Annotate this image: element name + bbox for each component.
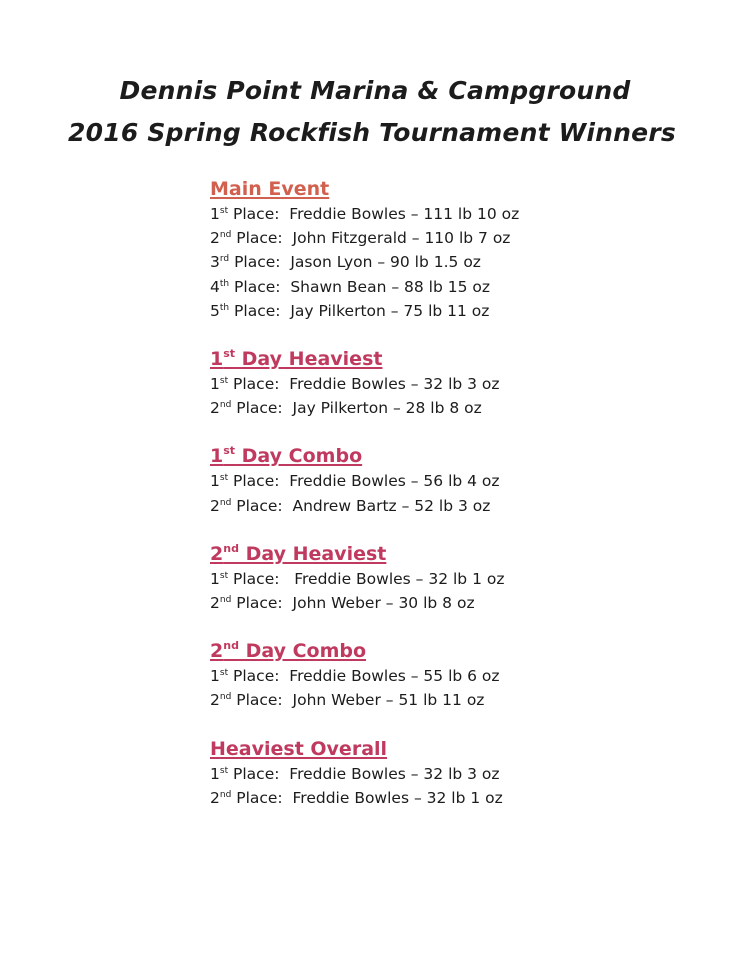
place-entry [210, 372, 710, 396]
place-ordinal: th [219, 302, 230, 313]
section-heading-text: 2 [210, 542, 224, 565]
section-heading-ordinal: nd [223, 541, 239, 555]
award-section [210, 736, 710, 810]
winners-list [210, 176, 710, 810]
place-entry [210, 591, 710, 615]
section-heading-text: Heaviest Overall [210, 737, 388, 760]
place-result: Place: Freddie Bowles – 56 lb 4 oz [228, 472, 500, 491]
place-ordinal: nd [219, 497, 232, 508]
place-ordinal: nd [219, 595, 232, 606]
section-spacer [210, 323, 710, 346]
place-entry [210, 664, 710, 688]
place-ordinal: nd [219, 789, 232, 800]
section-heading-text: 2 [210, 640, 224, 663]
place-result: Place: Andrew Bartz – 52 lb 3 oz [231, 496, 491, 515]
document-title [0, 70, 744, 154]
award-section [210, 176, 710, 323]
place-result: Place: Freddie Bowles – 111 lb 10 oz [228, 205, 520, 223]
place-entry [210, 250, 710, 274]
place-ordinal: nd [219, 400, 232, 411]
place-result: Place: Freddie Bowles – 32 lb 3 oz [228, 375, 500, 394]
section-heading [210, 736, 710, 762]
place-entry [210, 688, 710, 712]
place-result: Place: Jay Pilkerton – 75 lb 11 oz [229, 301, 490, 320]
place-number: 1 [210, 667, 220, 686]
award-section [210, 638, 710, 712]
place-result: Place: John Fitzgerald – 110 lb 7 oz [231, 229, 511, 248]
place-number: 1 [210, 205, 220, 223]
place-entry [210, 494, 710, 518]
section-heading-ordinal: nd [223, 639, 239, 653]
section-heading-suffix: Day Heaviest [235, 348, 383, 371]
section-spacer [210, 713, 710, 736]
place-number: 1 [210, 472, 220, 491]
place-number: 1 [210, 764, 220, 783]
award-section [210, 346, 710, 420]
award-section [210, 541, 710, 615]
place-ordinal: st [219, 473, 229, 484]
section-heading-suffix: Day Combo [238, 640, 367, 663]
place-entry [210, 299, 710, 323]
section-heading-text: 1 [210, 348, 224, 371]
place-entry [210, 275, 710, 299]
place-result: Place: John Weber – 30 lb 8 oz [231, 594, 475, 613]
place-entry [210, 226, 710, 250]
place-number: 1 [210, 569, 220, 588]
place-result: Place: Shawn Bean – 88 lb 15 oz [229, 277, 490, 296]
place-ordinal: th [219, 278, 230, 289]
place-ordinal: st [219, 206, 229, 216]
place-number: 5 [210, 301, 220, 320]
place-number: 3 [210, 253, 220, 272]
place-result: Place: Freddie Bowles – 32 lb 3 oz [228, 764, 500, 783]
place-number: 1 [210, 375, 220, 394]
section-heading [210, 541, 710, 567]
place-entry [210, 396, 710, 420]
place-number: 4 [210, 277, 220, 296]
section-heading-text: 1 [210, 445, 224, 468]
place-result: Place: Jason Lyon – 90 lb 1.5 oz [229, 253, 481, 272]
section-heading [210, 346, 710, 372]
place-ordinal: st [219, 570, 229, 581]
award-section [210, 443, 710, 517]
place-number: 2 [210, 594, 220, 613]
place-ordinal: nd [219, 692, 232, 703]
place-ordinal: st [219, 765, 229, 776]
place-entry [210, 567, 710, 591]
title-line-1: Dennis Point Marina & Campground [119, 76, 631, 105]
section-spacer [210, 518, 710, 541]
section-heading-ordinal: st [223, 444, 236, 458]
section-heading [210, 443, 710, 469]
section-heading-ordinal: st [223, 347, 236, 361]
section-heading [210, 638, 710, 664]
place-number: 2 [210, 399, 220, 418]
place-result: Place: Jay Pilkerton – 28 lb 8 oz [231, 399, 482, 418]
place-number: 2 [210, 229, 220, 248]
place-result: Place: Freddie Bowles – 55 lb 6 oz [228, 667, 500, 686]
section-heading-suffix: Day Heaviest [238, 542, 387, 565]
place-entry [210, 762, 710, 786]
title-line-2: 2016 Spring Rockfish Tournament Winners [68, 118, 676, 147]
place-result: Place: Freddie Bowles – 32 lb 1 oz [231, 788, 503, 807]
place-ordinal: rd [219, 254, 230, 265]
place-result: Place: John Weber – 51 lb 11 oz [231, 691, 485, 710]
place-number: 2 [210, 788, 220, 807]
place-entry [210, 202, 710, 226]
section-heading-suffix: Day Combo [235, 445, 363, 468]
place-entry [210, 469, 710, 493]
section-spacer [210, 420, 710, 443]
section-spacer [210, 615, 710, 638]
place-result: Place: Freddie Bowles – 32 lb 1 oz [228, 569, 505, 588]
place-ordinal: nd [219, 230, 232, 241]
place-ordinal: st [219, 376, 229, 387]
section-heading-text: Main Event [210, 178, 330, 200]
section-heading [210, 176, 710, 202]
place-entry [210, 786, 710, 810]
place-ordinal: st [219, 668, 229, 679]
place-number: 2 [210, 691, 220, 710]
place-number: 2 [210, 496, 220, 515]
